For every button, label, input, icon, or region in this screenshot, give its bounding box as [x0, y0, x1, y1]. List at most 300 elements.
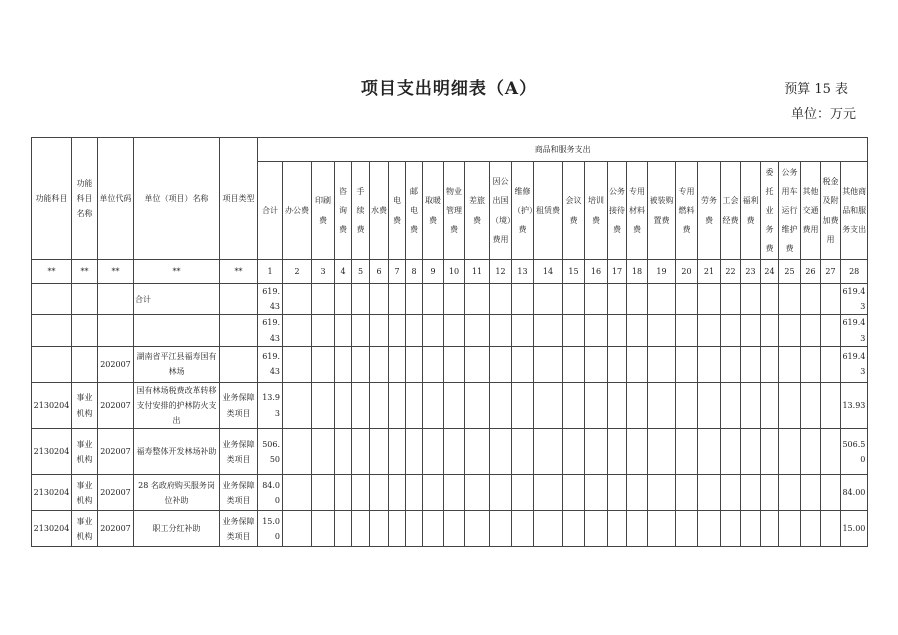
sub-header: 培训费	[585, 162, 608, 260]
cell-total: 619.43	[258, 284, 283, 315]
cell-unit-name	[134, 315, 220, 346]
cell-empty	[335, 284, 352, 315]
cell-empty	[779, 346, 801, 382]
cell-empty	[283, 382, 312, 429]
col-header-func-subject: 功能科目	[32, 138, 72, 260]
cell-unit-name: 职工分红补助	[134, 511, 220, 547]
cell-empty	[821, 511, 841, 547]
code-cell: **	[72, 260, 98, 284]
cell-empty	[490, 346, 512, 382]
code-cell: 4	[335, 260, 352, 284]
cell-empty	[490, 511, 512, 547]
cell-project-type	[220, 346, 258, 382]
cell-unit-code: 202007	[98, 511, 134, 547]
sub-header: 公务接待费	[608, 162, 627, 260]
code-cell: 1	[258, 260, 283, 284]
cell-empty	[465, 475, 490, 511]
cell-empty	[721, 475, 741, 511]
cell-other-goods-services: 619.43	[841, 346, 868, 382]
cell-empty	[721, 511, 741, 547]
code-cell: 12	[490, 260, 512, 284]
cell-unit-name: 合计	[134, 284, 220, 315]
cell-unit-code	[98, 315, 134, 346]
code-cell: 18	[627, 260, 648, 284]
cell-other-goods-services: 619.43	[841, 284, 868, 315]
cell-empty	[490, 429, 512, 475]
cell-empty	[563, 315, 585, 346]
cell-empty	[698, 511, 721, 547]
cell-empty	[821, 475, 841, 511]
cell-func-subject-name: 事业机构	[72, 382, 98, 429]
cell-empty	[465, 346, 490, 382]
sub-header: 其他商品和服务支出	[841, 162, 868, 260]
cell-empty	[312, 284, 335, 315]
cell-other-goods-services: 84.00	[841, 475, 868, 511]
cell-empty	[406, 284, 423, 315]
cell-empty	[821, 315, 841, 346]
cell-total: 506.50	[258, 429, 283, 475]
code-cell: 10	[444, 260, 465, 284]
cell-empty	[627, 475, 648, 511]
cell-empty	[563, 511, 585, 547]
table-row	[32, 511, 868, 547]
code-cell: 28	[841, 260, 868, 284]
cell-empty	[779, 511, 801, 547]
code-cell: 21	[698, 260, 721, 284]
cell-empty	[406, 475, 423, 511]
cell-empty	[352, 475, 370, 511]
code-cell: 24	[761, 260, 779, 284]
cell-empty	[779, 475, 801, 511]
cell-empty	[534, 382, 563, 429]
cell-func-subject	[32, 315, 72, 346]
cell-empty	[698, 284, 721, 315]
sub-header: 福利费	[741, 162, 761, 260]
cell-empty	[406, 346, 423, 382]
cell-func-subject-name: 事业机构	[72, 511, 98, 547]
cell-empty	[585, 315, 608, 346]
cell-empty	[698, 315, 721, 346]
cell-empty	[761, 284, 779, 315]
cell-total: 13.93	[258, 382, 283, 429]
cell-empty	[741, 429, 761, 475]
cell-empty	[444, 382, 465, 429]
group-header-row	[32, 138, 868, 162]
cell-empty	[465, 284, 490, 315]
cell-empty	[761, 382, 779, 429]
cell-total: 619.43	[258, 315, 283, 346]
cell-empty	[585, 284, 608, 315]
sub-header: 手续费	[352, 162, 370, 260]
cell-empty	[741, 284, 761, 315]
cell-empty	[370, 315, 389, 346]
cell-empty	[406, 315, 423, 346]
cell-empty	[821, 346, 841, 382]
code-cell: 20	[676, 260, 698, 284]
cell-unit-code: 202007	[98, 475, 134, 511]
cell-empty	[648, 346, 676, 382]
cell-empty	[585, 511, 608, 547]
cell-empty	[801, 511, 821, 547]
cell-empty	[608, 382, 627, 429]
cell-empty	[821, 382, 841, 429]
cell-empty	[335, 315, 352, 346]
col-header-unit-code: 单位代码	[98, 138, 134, 260]
cell-empty	[627, 315, 648, 346]
cell-unit-name: 28 名政府购买服务岗位补助	[134, 475, 220, 511]
code-cell: 22	[721, 260, 741, 284]
col-header-unit-name: 单位（项目）名称	[134, 138, 220, 260]
cell-empty	[389, 511, 406, 547]
table-body	[32, 138, 868, 547]
cell-empty	[698, 382, 721, 429]
cell-empty	[627, 284, 648, 315]
sub-header: 租赁费	[534, 162, 563, 260]
cell-empty	[801, 315, 821, 346]
cell-empty	[512, 511, 534, 547]
table-row	[32, 346, 868, 382]
cell-empty	[512, 429, 534, 475]
cell-empty	[627, 346, 648, 382]
cell-empty	[490, 284, 512, 315]
cell-empty	[312, 475, 335, 511]
cell-empty	[352, 315, 370, 346]
cell-empty	[335, 429, 352, 475]
cell-empty	[534, 429, 563, 475]
cell-empty	[698, 475, 721, 511]
cell-empty	[676, 382, 698, 429]
cell-empty	[534, 475, 563, 511]
cell-empty	[444, 429, 465, 475]
cell-empty	[648, 475, 676, 511]
cell-empty	[370, 346, 389, 382]
cell-empty	[741, 346, 761, 382]
cell-empty	[676, 429, 698, 475]
cell-empty	[676, 511, 698, 547]
sub-header: 取暖费	[423, 162, 444, 260]
cell-empty	[444, 284, 465, 315]
cell-empty	[741, 511, 761, 547]
cell-empty	[283, 284, 312, 315]
cell-empty	[779, 429, 801, 475]
cell-unit-code: 202007	[98, 346, 134, 382]
cell-other-goods-services: 15.00	[841, 511, 868, 547]
group-header-goods-services: 商品和服务支出	[258, 138, 868, 162]
cell-empty	[676, 284, 698, 315]
cell-empty	[465, 315, 490, 346]
cell-empty	[585, 382, 608, 429]
cell-empty	[608, 429, 627, 475]
cell-empty	[761, 475, 779, 511]
cell-empty	[370, 511, 389, 547]
sub-header: 因公出国（境）费用	[490, 162, 512, 260]
code-cell: 17	[608, 260, 627, 284]
cell-other-goods-services: 506.50	[841, 429, 868, 475]
form-number: 预算 15 表	[784, 82, 848, 97]
cell-empty	[370, 284, 389, 315]
cell-unit-code: 202007	[98, 429, 134, 475]
cell-empty	[821, 284, 841, 315]
cell-empty	[283, 346, 312, 382]
code-cell: 23	[741, 260, 761, 284]
cell-func-subject	[32, 284, 72, 315]
cell-other-goods-services: 619.43	[841, 315, 868, 346]
cell-empty	[779, 315, 801, 346]
cell-empty	[608, 475, 627, 511]
cell-total: 15.00	[258, 511, 283, 547]
cell-project-type: 业务保障类项目	[220, 475, 258, 511]
sub-header: 专用燃料费	[676, 162, 698, 260]
cell-empty	[423, 284, 444, 315]
cell-project-type: 业务保障类项目	[220, 382, 258, 429]
sub-header: 税金及附加费用	[821, 162, 841, 260]
cell-func-subject: 2130204	[32, 382, 72, 429]
cell-empty	[801, 346, 821, 382]
cell-empty	[370, 475, 389, 511]
sub-header: 被装购置费	[648, 162, 676, 260]
cell-empty	[648, 284, 676, 315]
cell-empty	[563, 429, 585, 475]
code-cell: 11	[465, 260, 490, 284]
cell-empty	[283, 475, 312, 511]
cell-empty	[761, 315, 779, 346]
cell-empty	[779, 284, 801, 315]
cell-empty	[444, 315, 465, 346]
cell-empty	[627, 382, 648, 429]
cell-empty	[465, 382, 490, 429]
table-row	[32, 475, 868, 511]
cell-empty	[648, 382, 676, 429]
cell-empty	[444, 346, 465, 382]
code-cell: 9	[423, 260, 444, 284]
cell-empty	[801, 475, 821, 511]
cell-empty	[352, 346, 370, 382]
cell-empty	[761, 511, 779, 547]
table-row	[32, 315, 868, 346]
cell-empty	[423, 429, 444, 475]
cell-empty	[352, 511, 370, 547]
code-cell: **	[134, 260, 220, 284]
cell-empty	[608, 511, 627, 547]
cell-func-subject-name	[72, 346, 98, 382]
cell-empty	[779, 382, 801, 429]
cell-empty	[465, 511, 490, 547]
cell-empty	[423, 475, 444, 511]
cell-total: 619.43	[258, 346, 283, 382]
cell-empty	[389, 315, 406, 346]
cell-empty	[335, 346, 352, 382]
cell-empty	[721, 382, 741, 429]
cell-empty	[741, 475, 761, 511]
cell-empty	[563, 284, 585, 315]
cell-empty	[801, 284, 821, 315]
code-cell: 7	[389, 260, 406, 284]
cell-func-subject: 2130204	[32, 429, 72, 475]
cell-empty	[335, 475, 352, 511]
cell-unit-code: 202007	[98, 382, 134, 429]
cell-empty	[676, 475, 698, 511]
cell-empty	[490, 382, 512, 429]
cell-empty	[335, 382, 352, 429]
cell-empty	[563, 475, 585, 511]
cell-empty	[465, 429, 490, 475]
code-cell: **	[32, 260, 72, 284]
unit-label: 单位：万元	[790, 107, 856, 122]
cell-empty	[676, 315, 698, 346]
cell-empty	[406, 382, 423, 429]
cell-func-subject-name: 事业机构	[72, 475, 98, 511]
cell-empty	[312, 315, 335, 346]
sub-header: 咨询费	[335, 162, 352, 260]
cell-project-type	[220, 284, 258, 315]
sub-header: 印刷费	[312, 162, 335, 260]
cell-empty	[406, 511, 423, 547]
cell-project-type	[220, 315, 258, 346]
cell-empty	[721, 346, 741, 382]
cell-func-subject: 2130204	[32, 475, 72, 511]
page-title: 项目支出明细表（A）	[360, 79, 538, 99]
cell-empty	[627, 511, 648, 547]
code-cell: 2	[283, 260, 312, 284]
cell-empty	[534, 346, 563, 382]
cell-empty	[648, 315, 676, 346]
sub-header: 会议费	[563, 162, 585, 260]
cell-empty	[801, 382, 821, 429]
sub-header: 办公费	[283, 162, 312, 260]
cell-empty	[563, 382, 585, 429]
code-row	[32, 260, 868, 284]
cell-empty	[676, 346, 698, 382]
cell-empty	[534, 511, 563, 547]
cell-empty	[585, 475, 608, 511]
cell-func-subject: 2130204	[32, 511, 72, 547]
code-cell: 5	[352, 260, 370, 284]
cell-empty	[512, 382, 534, 429]
col-header-func-subject-name: 功能科目名称	[72, 138, 98, 260]
cell-empty	[648, 429, 676, 475]
cell-empty	[352, 284, 370, 315]
cell-empty	[585, 429, 608, 475]
cell-unit-name: 国有林场税费改革转移支付安排的护林防火支出	[134, 382, 220, 429]
sub-header: 委托业务费	[761, 162, 779, 260]
cell-empty	[312, 346, 335, 382]
cell-empty	[698, 429, 721, 475]
cell-total: 84.00	[258, 475, 283, 511]
cell-unit-name: 福寿整体开发林场补助	[134, 429, 220, 475]
cell-empty	[741, 382, 761, 429]
sub-header: 物业管理费	[444, 162, 465, 260]
cell-empty	[444, 475, 465, 511]
sub-header: 工会经费	[721, 162, 741, 260]
cell-empty	[801, 429, 821, 475]
table-row	[32, 382, 868, 429]
cell-empty	[389, 475, 406, 511]
cell-other-goods-services: 13.93	[841, 382, 868, 429]
cell-empty	[721, 429, 741, 475]
cell-empty	[283, 511, 312, 547]
cell-empty	[512, 284, 534, 315]
cell-empty	[444, 511, 465, 547]
cell-empty	[761, 429, 779, 475]
cell-empty	[761, 346, 779, 382]
cell-unit-name: 湖南省平江县福寿国有林场	[134, 346, 220, 382]
cell-empty	[335, 511, 352, 547]
cell-unit-code	[98, 284, 134, 315]
col-header-project-type: 项目类型	[220, 138, 258, 260]
cell-empty	[312, 511, 335, 547]
cell-empty	[352, 382, 370, 429]
code-cell: 13	[512, 260, 534, 284]
cell-empty	[534, 315, 563, 346]
project-expense-table	[31, 137, 868, 547]
code-cell: 26	[801, 260, 821, 284]
cell-empty	[423, 315, 444, 346]
code-cell: **	[220, 260, 258, 284]
code-cell: **	[98, 260, 134, 284]
sub-header: 差旅费	[465, 162, 490, 260]
code-cell: 3	[312, 260, 335, 284]
cell-empty	[389, 429, 406, 475]
code-cell: 6	[370, 260, 389, 284]
sub-header: 邮电费	[406, 162, 423, 260]
cell-empty	[721, 315, 741, 346]
code-cell: 15	[563, 260, 585, 284]
code-cell: 19	[648, 260, 676, 284]
cell-empty	[370, 382, 389, 429]
cell-project-type: 业务保障类项目	[220, 429, 258, 475]
sub-header: 电费	[389, 162, 406, 260]
sub-header: 维修（护）费	[512, 162, 534, 260]
cell-empty	[721, 284, 741, 315]
cell-empty	[283, 315, 312, 346]
cell-empty	[423, 382, 444, 429]
cell-empty	[608, 315, 627, 346]
code-cell: 25	[779, 260, 801, 284]
cell-empty	[423, 511, 444, 547]
table-row	[32, 429, 868, 475]
cell-empty	[389, 382, 406, 429]
sub-header: 公务用车运行维护费	[779, 162, 801, 260]
sub-header: 劳务费	[698, 162, 721, 260]
cell-empty	[648, 511, 676, 547]
table-row	[32, 284, 868, 315]
cell-empty	[534, 284, 563, 315]
cell-empty	[312, 429, 335, 475]
cell-empty	[608, 284, 627, 315]
cell-empty	[512, 475, 534, 511]
cell-empty	[512, 315, 534, 346]
cell-empty	[627, 429, 648, 475]
cell-empty	[352, 429, 370, 475]
cell-empty	[741, 315, 761, 346]
cell-empty	[585, 346, 608, 382]
cell-func-subject-name	[72, 315, 98, 346]
cell-empty	[608, 346, 627, 382]
code-cell: 16	[585, 260, 608, 284]
cell-empty	[423, 346, 444, 382]
sub-header: 水费	[370, 162, 389, 260]
code-cell: 27	[821, 260, 841, 284]
cell-project-type: 业务保障类项目	[220, 511, 258, 547]
cell-empty	[283, 429, 312, 475]
cell-func-subject	[32, 346, 72, 382]
cell-empty	[406, 429, 423, 475]
cell-empty	[490, 315, 512, 346]
cell-empty	[389, 346, 406, 382]
cell-empty	[512, 346, 534, 382]
cell-empty	[389, 284, 406, 315]
sub-header: 其他交通费用	[801, 162, 821, 260]
